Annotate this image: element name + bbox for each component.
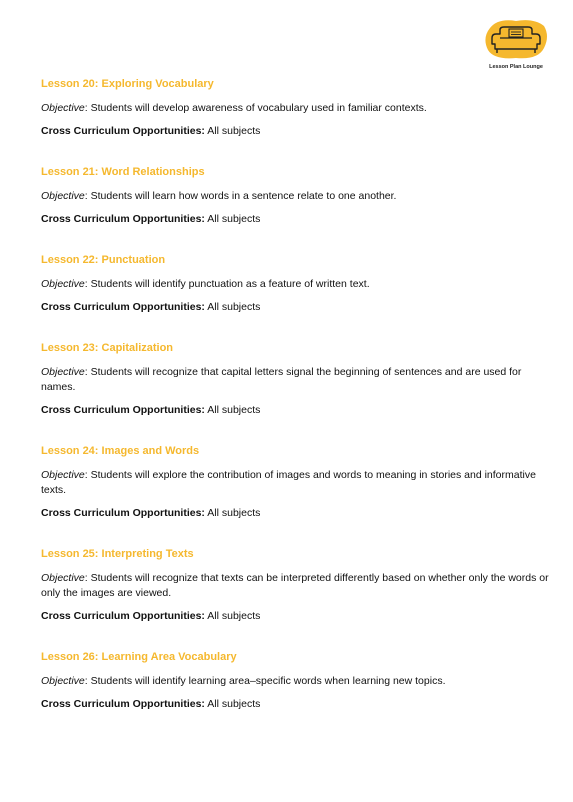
cross-curriculum-value: All subjects bbox=[207, 125, 261, 137]
objective-text: Students will identify punctuation as a feature of written text. bbox=[90, 278, 370, 290]
lesson-objective bbox=[41, 571, 551, 601]
objective-separator: : bbox=[84, 675, 91, 687]
lesson-item bbox=[41, 165, 551, 227]
objective-label: Objective bbox=[41, 190, 85, 202]
objective-label: Objective bbox=[41, 675, 85, 687]
lesson-cross-curriculum bbox=[41, 609, 551, 624]
lesson-cross-curriculum bbox=[41, 124, 551, 139]
objective-text: Students will explore the contribution of images and words to meaning in stories and informative texts. bbox=[41, 469, 536, 496]
objective-separator: : bbox=[84, 366, 91, 378]
lesson-objective bbox=[41, 468, 551, 498]
cross-curriculum-value: All subjects bbox=[207, 213, 261, 225]
objective-separator: : bbox=[84, 278, 91, 290]
cross-curriculum-label: Cross Curriculum Opportunities: bbox=[41, 125, 205, 137]
cross-curriculum-label: Cross Curriculum Opportunities: bbox=[41, 507, 205, 519]
cross-curriculum-value: All subjects bbox=[207, 507, 261, 519]
lesson-item bbox=[41, 444, 551, 521]
lesson-title: Lesson 23: Capitalization bbox=[41, 342, 174, 354]
lesson-title: Lesson 20: Exploring Vocabulary bbox=[41, 78, 214, 90]
lesson-item bbox=[41, 77, 551, 139]
lesson-cross-curriculum bbox=[41, 697, 551, 712]
cross-curriculum-label: Cross Curriculum Opportunities: bbox=[41, 698, 205, 710]
objective-label: Objective bbox=[41, 469, 85, 481]
objective-label: Objective bbox=[41, 366, 85, 378]
lesson-title: Lesson 25: Interpreting Texts bbox=[41, 548, 194, 560]
objective-label: Objective bbox=[41, 278, 85, 290]
brand-name: Lesson Plan Lounge bbox=[489, 64, 543, 70]
cross-curriculum-value: All subjects bbox=[207, 698, 261, 710]
cross-curriculum-label: Cross Curriculum Opportunities: bbox=[41, 404, 205, 416]
lesson-objective bbox=[41, 277, 551, 292]
lesson-cross-curriculum bbox=[41, 506, 551, 521]
lesson-item bbox=[41, 341, 551, 418]
objective-separator: : bbox=[84, 572, 91, 584]
lesson-cross-curriculum bbox=[41, 403, 551, 418]
lesson-title: Lesson 21: Word Relationships bbox=[41, 166, 205, 178]
lesson-objective bbox=[41, 189, 551, 204]
objective-text: Students will identify learning area–specific words when learning new topics. bbox=[90, 675, 446, 687]
objective-text: Students will learn how words in a sentence relate to one another. bbox=[90, 190, 397, 202]
cross-curriculum-label: Cross Curriculum Opportunities: bbox=[41, 610, 205, 622]
lesson-item bbox=[41, 547, 551, 624]
lesson-item bbox=[41, 650, 551, 712]
cross-curriculum-value: All subjects bbox=[207, 610, 261, 622]
cross-curriculum-label: Cross Curriculum Opportunities: bbox=[41, 301, 205, 313]
lesson-title: Lesson 24: Images and Words bbox=[41, 445, 200, 457]
cross-curriculum-value: All subjects bbox=[207, 404, 261, 416]
objective-separator: : bbox=[84, 469, 91, 481]
couch-logo-icon bbox=[480, 18, 552, 62]
lesson-objective bbox=[41, 365, 551, 395]
objective-separator: : bbox=[84, 102, 91, 114]
objective-text: Students will recognize that capital letters signal the beginning of sentences and are used for names. bbox=[41, 366, 522, 393]
cross-curriculum-value: All subjects bbox=[207, 301, 261, 313]
lesson-cross-curriculum bbox=[41, 212, 551, 227]
objective-separator: : bbox=[84, 190, 91, 202]
brand-logo bbox=[480, 18, 552, 76]
objective-text: Students will develop awareness of vocabulary used in familiar contexts. bbox=[90, 102, 427, 114]
objective-label: Objective bbox=[41, 102, 85, 114]
lesson-cross-curriculum bbox=[41, 300, 551, 315]
lesson-objective bbox=[41, 674, 551, 689]
cross-curriculum-label: Cross Curriculum Opportunities: bbox=[41, 213, 205, 225]
lesson-title: Lesson 22: Punctuation bbox=[41, 254, 166, 266]
lesson-item bbox=[41, 253, 551, 315]
lesson-title: Lesson 26: Learning Area Vocabulary bbox=[41, 651, 237, 663]
objective-label: Objective bbox=[41, 572, 85, 584]
objective-text: Students will recognize that texts can be interpreted differently based on whether only the words or only the images are viewed. bbox=[41, 572, 549, 599]
lesson-objective bbox=[41, 101, 551, 116]
lesson-list bbox=[41, 77, 551, 738]
